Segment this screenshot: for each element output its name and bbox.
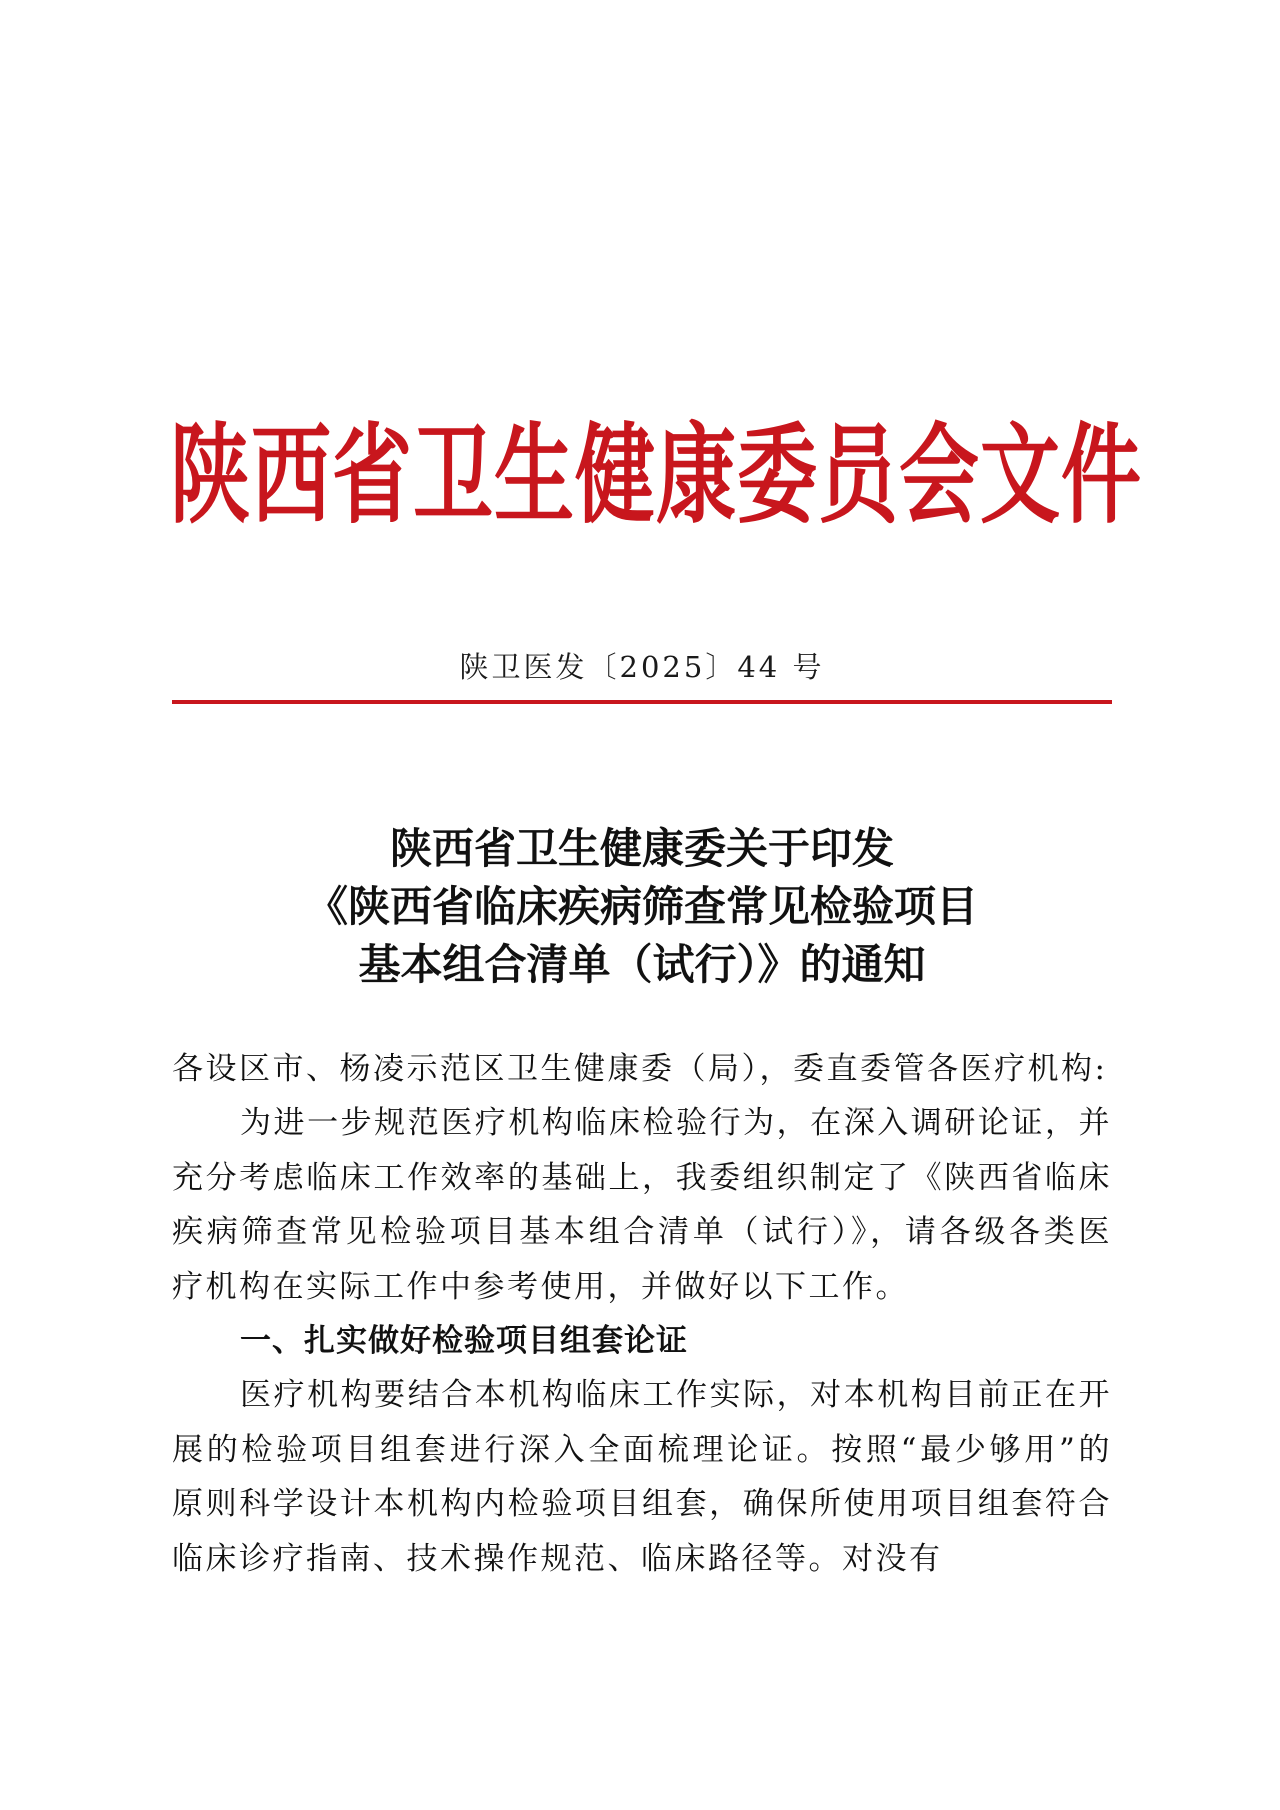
notice-title-line-3: 基本组合清单（试行）》的通知 xyxy=(358,940,926,989)
red-separator-line xyxy=(172,700,1112,704)
notice-title-line-2: 《陕西省临床疾病筛查常见检验项目 xyxy=(305,882,978,931)
notice-body xyxy=(172,1042,1112,1586)
notice-title xyxy=(172,820,1112,994)
body-paragraph-1: 为进一步规范医疗机构临床检验行为，在深入调研论证，并充分考虑临床工作效率的基础上，我委组织制定了《陕西省临床疾病筛查常见检验项目基本组合清单（试行）》，请各级各类医疗机构在实际工作中参考使用，并做好以下工作。 xyxy=(172,1105,1112,1305)
body-paragraph-2: 医疗机构要结合本机构临床工作实际，对本机构目前正在开展的检验项目组套进行深入全面梳理论证。按照“最少够用”的原则科学设计本机构内检验项目组套，确保所使用项目组套符合临床诊疗指南、技术操作规范、临床路径等。对没有 xyxy=(172,1377,1112,1577)
document-number: 陕卫医发〔2025〕44 号 xyxy=(459,650,825,684)
section-heading-1: 一、扎实做好检验项目组套论证 xyxy=(240,1323,688,1360)
notice-title-line-1: 陕西省卫生健康委关于印发 xyxy=(389,824,894,873)
document-masthead: 陕西省卫生健康委员会文件 xyxy=(170,412,1142,539)
salutation: 各设区市、杨凌示范区卫生健康委（局），委直委管各医疗机构: xyxy=(172,1051,1108,1087)
